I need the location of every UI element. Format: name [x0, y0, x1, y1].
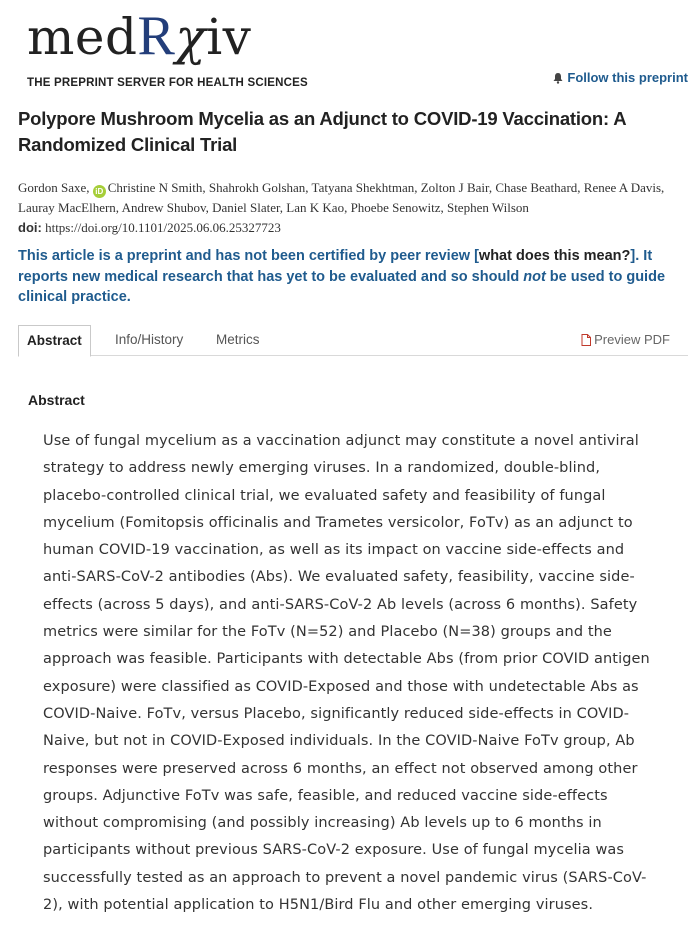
follow-preprint-link[interactable] [552, 70, 688, 85]
notice-emphasis: not [523, 268, 546, 285]
author-rest[interactable]: Christine N Smith, Shahrokh Golshan, Tatyana Shekhtman, Zolton J Bair, Chase Beathard, Renee A Davis, Lauray MacElhern, Andrew Shubov, Daniel Slater, Lan K Kao, Phoebe Senowitz, Stephen Wilson [18, 180, 665, 215]
notice-text-3: be used to guide clinical practice. [18, 268, 666, 305]
tab-metrics[interactable]: Metrics [216, 332, 260, 347]
orcid-icon[interactable]: iD [93, 185, 106, 198]
notice-text-2: ]. It reports new medical research that has yet to be evaluated and so should [18, 248, 653, 285]
article-tabs [18, 325, 688, 356]
bell-icon [552, 72, 564, 84]
doi-link[interactable]: https://doi.org/10.1101/2025.06.06.25327723 [45, 220, 281, 235]
what-does-this-mean-link[interactable]: what does this mean? [478, 248, 631, 264]
notice-text-1: This article is a preprint and has not been certified by peer review [ [18, 248, 479, 264]
abstract-body: Use of fungal mycelium as a vaccination adjunct may constitute a novel antiviral strategy to address newly emerging viruses. In a randomized, double-blind, placebo-controlled clinical trial, we evaluated safety and feasibility of fungal mycelium (Fomitopsis officinalis and Trametes versicolor, FoTv) as an adjunct to human COVID-19 vaccination, as well as its impact on vaccine side-effects and anti-SARS-CoV-2 antibodies (Abs). We evaluated safety, feasibility, vaccine side-effects (across 5 days), and anti-SARS-CoV-2 Ab levels (across 6 months). Safety metrics were similar for the FoTv (N=52) and Placebo (N=38) groups and the approach was feasible. Participants with detectable Abs (from prior COVID antigen exposure) were classified as COVID-Exposed and those with undetectable Abs as COVID-Naive. FoTv, versus Placebo, significantly reduced side-effects in COVID-Naive, but not in COVID-Exposed individuals. In the COVID-Naive FoTv group, Ab responses were preserved across 6 months, an effect not observed among other groups. Adjunctive FoTv was safe, feasible, and reduced vaccine side-effects without compromising (and possibly increasing) Ab levels up to 6 months in participants without previous SARS-CoV-2 exposure. Use of fungal mycelia was successfully tested as an approach to prevent a novel pandemic virus (SARS-CoV-2), with potential application to H5N1/Bird Flu and other emerging viruses. [43, 433, 650, 914]
author-first[interactable]: Gordon Saxe, [18, 180, 90, 195]
preview-pdf-button[interactable] [581, 325, 670, 355]
logo-wordmark: medRχiv [27, 5, 252, 67]
doi-line [18, 220, 281, 236]
preview-pdf-label: Preview PDF [594, 332, 670, 347]
tab-info-history[interactable]: Info/History [115, 332, 184, 347]
abstract-heading: Abstract [28, 392, 85, 408]
author-list [18, 178, 688, 217]
preprint-notice [18, 246, 690, 308]
pdf-file-icon [581, 334, 591, 346]
doi-label: doi: [18, 220, 42, 235]
article-title: Polypore Mushroom Mycelia as an Adjunct to COVID-19 Vaccination: A Randomized Clinical Trial [18, 108, 626, 155]
tab-abstract[interactable]: Abstract [18, 325, 91, 357]
logo-tagline: THE PREPRINT SERVER FOR HEALTH SCIENCES [27, 77, 308, 89]
medrxiv-logo[interactable] [27, 6, 251, 67]
follow-label: Follow this preprint [567, 70, 688, 85]
